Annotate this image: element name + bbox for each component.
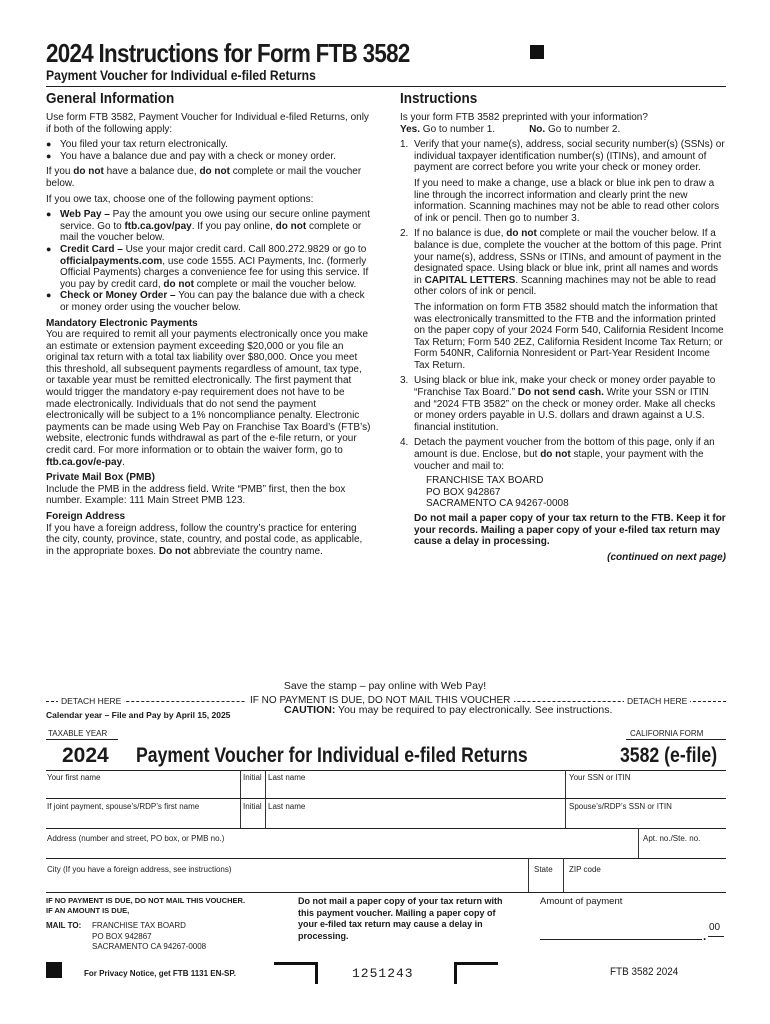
do-not-mail-warning: Do not mail a paper copy of your tax return with this payment voucher. Mailing a paper copy of your e-filed tax return may cause a delay in processing. [298, 896, 503, 941]
option-check: ● Check or Money Order – You can pay the balance due with a check or money order using the voucher below. [46, 290, 372, 313]
e-pay-link[interactable]: ftb.ca.gov/e-pay [46, 456, 123, 468]
mandatory-text: You are required to remit all your payments electronically once you make an estimate or extension payment exceeding $20,000 or you file an original tax return with a total tax liability over $80,000. Once you meet this threshold, all subsequent payments regardless of amount, tax type, or taxable year must be remitted electronically. The first payment that would trigger the mandatory e-pay requirement does not have to be made electronically. Individuals that do not send the payment electronically will be subject to a 1% noncompliance penalty. Electronic payments can be made using Web Pay on Franchise Tax Board’s (FTB’s) website, electronic funds withdrawal as part of the e-file return, or your credit card. For more information or to obtain the waiver form, go to ftb.ca.gov/e-pay. [46, 329, 371, 468]
official-payments-link[interactable]: officialpayments.com [60, 255, 163, 267]
general-intro: Use form FTB 3582, Payment Voucher for Individual e-filed Returns, only if both of the following apply: [46, 112, 369, 135]
voucher-year: 2024 [62, 744, 109, 767]
web-pay-link[interactable]: ftb.ca.gov/pay [124, 220, 192, 232]
calendar-year-text: Calendar year – File and Pay by April 15, 2025 [46, 710, 231, 720]
caution-text: CAUTION: You may be required to pay electronically. See instructions. [284, 704, 613, 716]
instruction-2: 2. If no balance is due, do not complete or mail the voucher below. If a balance is due, complete the voucher at the bottom of this page. Print your name(s), address, SSNs or ITINs, and amount of payment in the designated space. Using black or blue ink, print all names and words in CAPITAL LETTERS. Scanning machines may not be able to read other colors of ink or pencil. The information on form FTB 3582 should match the information that was electronically transmitted to the FTB and the information printed on the paper copy of your 2024 Form 540, California Resident Income Tax Return; Form 540 2EZ, California Resident Income Tax Return; or Form 540NR, California Nonresident or Part-Year Resident Income Tax Return. [400, 228, 724, 371]
amount-cents: 00 [709, 922, 721, 933]
spouse-first-name-field[interactable]: If joint payment, spouse’s/RDP’s first name [47, 802, 200, 811]
pmb-text: Include the PMB in the address field. Write “PMB” first, then the box number. Example: 111 Main Street PMB 123. [46, 483, 346, 507]
mail-instructions: IF NO PAYMENT IS DUE, DO NOT MAIL THIS VOUCHER. IF AN AMOUNT IS DUE, [46, 896, 246, 915]
page-title: 2024 Instructions for Form FTB 3582 [46, 38, 410, 68]
paper-copy-warning: Do not mail a paper copy of your tax return to the FTB. Keep it for your records. Mailing a paper copy of your e-filed tax return may cause a delay in processing. [414, 513, 726, 548]
voucher-mail-address: FRANCHISE TAX BOARD PO BOX 942867 SACRAMENTO CA 94267-0008 [92, 921, 207, 951]
instruction-4: 4. Detach the payment voucher from the bottom of this page, only if an amount is due. Enclose, but do not staple, your payment with the voucher and mail to: FRANCHISE TAX BOARD PO BOX 942867 SACRAMENTO CA 94267-0008 Do not mail a paper copy of your tax return to the FTB. Keep it for your records. Mailing a paper copy of your e-filed tax return may cause a delay in processing. [400, 437, 726, 548]
mail-to-label: MAIL TO: [46, 921, 82, 930]
foreign-text: If you have a foreign address, follow the country’s practice for entering the city, county, province, state, country, and postal code, as applicable, in the appropriate boxes. Do not abbreviate the country name. [46, 522, 363, 557]
voucher-title: Payment Voucher for Individual e-filed Returns [136, 744, 528, 767]
mailing-address: FRANCHISE TAX BOARD PO BOX 942867 SACRAMENTO CA 94267-0008 [426, 475, 569, 510]
amount-of-payment-label: Amount of payment [540, 896, 623, 907]
taxable-year-label: TAXABLE YEAR [48, 729, 108, 738]
spouse-ssn-field[interactable]: Spouse’s/RDP’s SSN or ITIN [569, 802, 672, 811]
registration-mark [530, 45, 544, 59]
corner-mark-right [454, 962, 498, 984]
zip-field[interactable]: ZIP code [569, 865, 601, 874]
bullet-filed: ● You filed your tax return electronically. [46, 139, 372, 151]
instructions-column [400, 112, 726, 567]
yes-no-line: Yes. Go to number 1. No. Go to number 2. [400, 123, 621, 135]
last-name-field[interactable]: Last name [268, 773, 306, 782]
owe-tax-text: If you owe tax, choose one of the following payment options: [46, 193, 314, 205]
first-name-field[interactable]: Your first name [47, 773, 101, 782]
option-credit-card: ● Credit Card – Use your major credit card. Call 800.272.9829 or go to officialpayments.com, use code 1555. ACI Payments, Inc. (formerly Official Payments) charges a convenience fee for using this service. If you pay by credit card, do not complete or mail the voucher below. [46, 244, 372, 290]
registration-mark-bottom [46, 962, 62, 978]
instruction-3: 3. Using black or blue ink, make your check or money order payable to “Franchise Tax Board.” Do not send cash. Write your SSN or ITIN and “2024 FTB 3582” on the check or money order. Make all checks or money orders payable in U.S. dollars and drawn against a U.S. financial institution. [400, 375, 716, 433]
save-stamp-text: Save the stamp – pay online with Web Pay! [283, 680, 487, 692]
preprinted-question: Is your form FTB 3582 preprinted with your information? [400, 112, 648, 123]
footer-form-id: FTB 3582 2024 [610, 966, 679, 978]
option-web-pay: ● Web Pay – Pay the amount you owe using our secure online payment service. Go to ftb.ca.gov/pay. If you pay online, do not complete or mail the voucher below. [46, 209, 372, 244]
address-field[interactable]: Address (number and street, PO box, or PMB no.) [47, 834, 225, 843]
amount-field[interactable] [540, 939, 702, 940]
page-subtitle: Payment Voucher for Individual e-filed Returns [46, 68, 316, 83]
detach-right-label: DETACH HERE [624, 696, 690, 706]
apt-field[interactable]: Apt. no./Ste. no. [643, 834, 701, 843]
corner-mark-left [274, 962, 318, 984]
spouse-last-name-field[interactable]: Last name [268, 802, 306, 811]
instruction-1: 1. Verify that your name(s), address, social security number(s) (SSNs) or individual taxpayer identification number(s) (ITINs), and amount of payment are correct before you write your check or money order. If you need to make a change, use a black or blue ink pen to draw a line through the incorrect information and clearly print the new information. Scanning machines may not be able to read other colors of ink or pencil. Then go to number 3. [400, 139, 725, 224]
mandatory-heading: Mandatory Electronic Payments [46, 317, 198, 329]
voucher-form-number: 3582 (e-file) [620, 744, 718, 767]
initial-field[interactable]: Initial [243, 773, 262, 782]
ssn-field[interactable]: Your SSN or ITIN [569, 773, 631, 782]
no-payment-detach-text: IF NO PAYMENT IS DUE, DO NOT MAIL THIS VOUCHER [246, 695, 514, 706]
state-field[interactable]: State [534, 865, 553, 874]
spouse-initial-field[interactable]: Initial [243, 802, 262, 811]
bullet-balance: ● You have a balance due and pay with a check or money order. [46, 151, 372, 163]
barcode-number: 1251243 [352, 966, 414, 981]
instructions-heading: Instructions [400, 90, 478, 107]
general-info-heading: General Information [46, 90, 175, 107]
foreign-heading: Foreign Address [46, 511, 126, 522]
detach-left-label: DETACH HERE [58, 696, 124, 706]
header-rule [46, 86, 726, 87]
continued-note: (continued on next page) [607, 551, 726, 563]
california-form-label: CALIFORNIA FORM [630, 729, 704, 738]
pmb-heading: Private Mail Box (PMB) [46, 472, 155, 484]
city-field[interactable]: City (If you have a foreign address, see instructions) [47, 865, 232, 874]
privacy-notice: For Privacy Notice, get FTB 1131 EN-SP. [84, 969, 236, 978]
general-info-column [46, 112, 372, 561]
no-balance-text: If you do not have a balance due, do not complete or mail the voucher below. [46, 166, 362, 189]
